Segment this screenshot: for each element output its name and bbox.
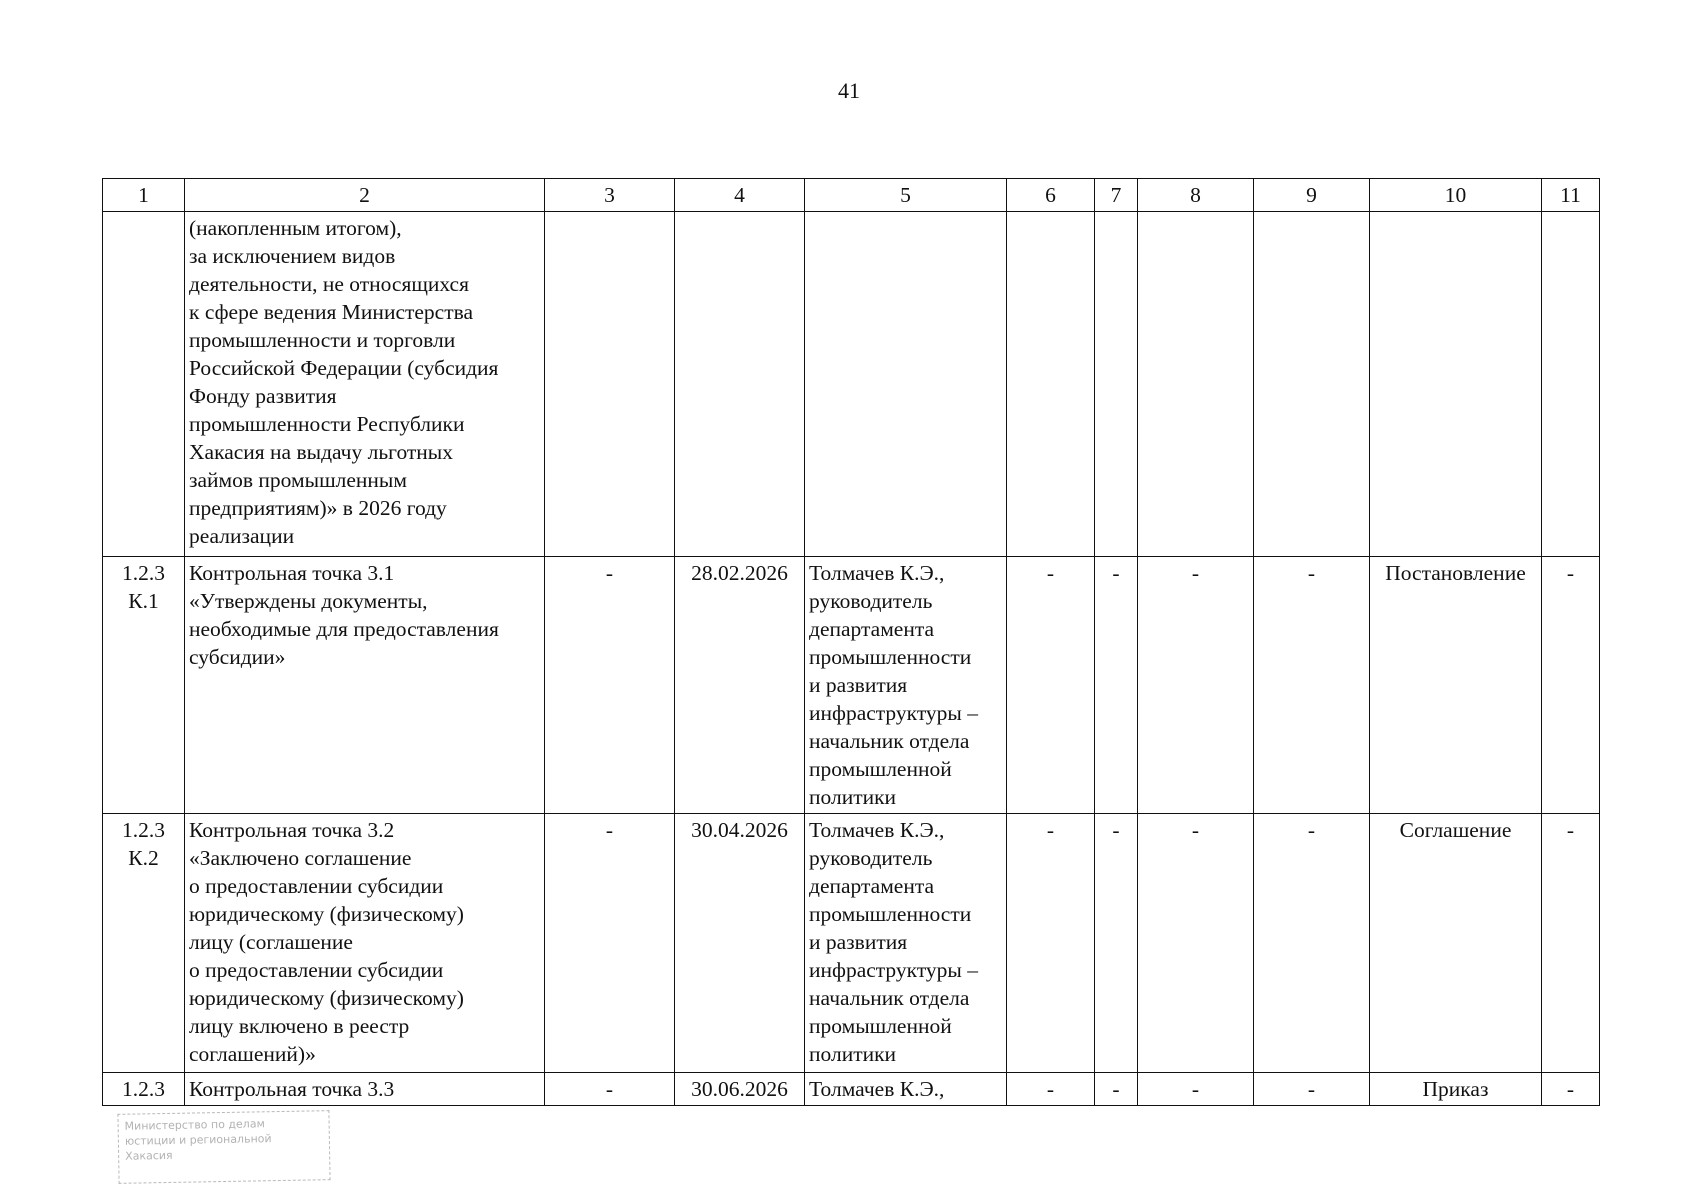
cell-col7: -: [1095, 814, 1138, 1073]
cell-col8: [1138, 212, 1254, 557]
cell-responsible: Толмачев К.Э., руководитель департамента промышленности и развития инфраструктуры – начальник отдела промышленной политики: [805, 814, 1007, 1073]
cell-responsible: [805, 212, 1007, 557]
cell-col3: -: [545, 814, 675, 1073]
cell-col9: -: [1254, 814, 1370, 1073]
cell-col11: -: [1542, 557, 1600, 814]
cell-number: 1.2.3 К.1: [103, 557, 185, 814]
cell-col9: -: [1254, 1073, 1370, 1106]
cell-number: [103, 212, 185, 557]
table-row-continuation: [103, 212, 1600, 557]
column-header-8: 8: [1138, 179, 1254, 212]
cell-col3: -: [545, 1073, 675, 1106]
column-header-7: 7: [1095, 179, 1138, 212]
column-header-10: 10: [1370, 179, 1542, 212]
stamp-line-2: юстиции и региональной: [124, 1132, 272, 1148]
cell-col6: -: [1007, 814, 1095, 1073]
cell-col6: -: [1007, 1073, 1095, 1106]
cell-col9: [1254, 212, 1370, 557]
cell-description: Контрольная точка 3.3: [185, 1073, 545, 1106]
cell-document: Приказ: [1370, 1073, 1542, 1106]
column-header-1: 1: [103, 179, 185, 212]
column-header-11: 11: [1542, 179, 1600, 212]
cell-deadline: 30.04.2026: [675, 814, 805, 1073]
cell-deadline: 28.02.2026: [675, 557, 805, 814]
cell-description: Контрольная точка 3.1 «Утверждены документы, необходимые для предоставления субсидии»: [185, 557, 545, 814]
cell-col6: [1007, 212, 1095, 557]
cell-col8: -: [1138, 814, 1254, 1073]
cell-responsible: Толмачев К.Э.,: [805, 1073, 1007, 1106]
column-header-9: 9: [1254, 179, 1370, 212]
cell-col7: -: [1095, 557, 1138, 814]
cell-document: Соглашение: [1370, 814, 1542, 1073]
cell-col7: [1095, 212, 1138, 557]
cell-col11: -: [1542, 1073, 1600, 1106]
registration-stamp: [117, 1110, 330, 1184]
cell-col6: -: [1007, 557, 1095, 814]
cell-deadline: [675, 212, 805, 557]
table-row-checkpoint-3-3: [103, 1073, 1600, 1106]
column-header-2: 2: [185, 179, 545, 212]
column-header-3: 3: [545, 179, 675, 212]
cell-col7: -: [1095, 1073, 1138, 1106]
header-row: [103, 179, 1600, 212]
cell-col11: [1542, 212, 1600, 557]
cell-responsible: Толмачев К.Э., руководитель департамента промышленности и развития инфраструктуры – начальник отдела промышленной политики: [805, 557, 1007, 814]
cell-col3: -: [545, 557, 675, 814]
stamp-line-1: Министерство по делам: [124, 1117, 265, 1133]
measures-table: [102, 178, 1600, 1106]
cell-col8: -: [1138, 1073, 1254, 1106]
column-header-5: 5: [805, 179, 1007, 212]
stamp-line-3: Хакасия: [125, 1148, 173, 1163]
table-row-checkpoint-3-1: [103, 557, 1600, 814]
cell-col9: -: [1254, 557, 1370, 814]
cell-col3: [545, 212, 675, 557]
cell-description: (накопленным итогом), за исключением видов деятельности, не относящихся к сфере ведения Министерства промышленности и торговли Российской Федерации (субсидия Фонду развития промышленности Республики Хакасия на выдачу льготных займов промышленным предприятиям)» в 2026 году реализации: [185, 212, 545, 557]
cell-col8: -: [1138, 557, 1254, 814]
cell-number: 1.2.3 К.2: [103, 814, 185, 1073]
cell-number: 1.2.3: [103, 1073, 185, 1106]
page-number: 41: [838, 78, 860, 103]
cell-description: Контрольная точка 3.2 «Заключено соглашение о предоставлении субсидии юридическому (физическому) лицу (соглашение о предоставлении субсидии юридическому (физическому) лицу включено в реестр соглашений)»: [185, 814, 545, 1073]
column-header-6: 6: [1007, 179, 1095, 212]
cell-deadline: 30.06.2026: [675, 1073, 805, 1106]
cell-document: [1370, 212, 1542, 557]
cell-col11: -: [1542, 814, 1600, 1073]
column-header-4: 4: [675, 179, 805, 212]
cell-document: Постановление: [1370, 557, 1542, 814]
table-row-checkpoint-3-2: [103, 814, 1600, 1073]
